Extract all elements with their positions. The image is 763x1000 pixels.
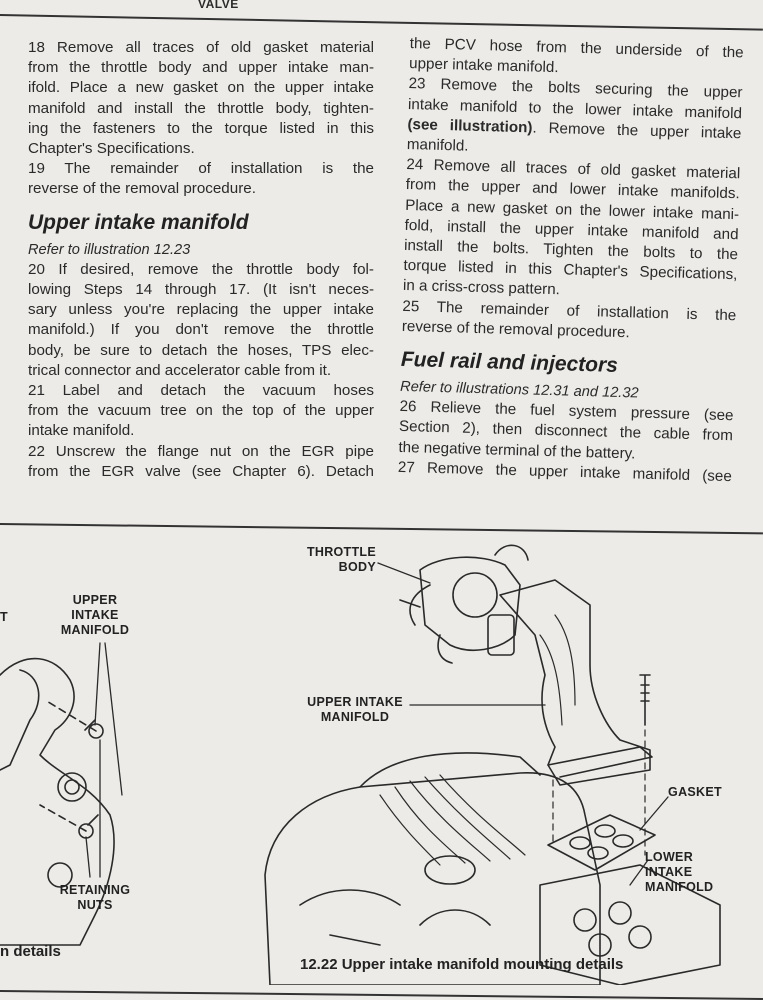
line: from the upper and lower intake manifolds.	[405, 176, 740, 203]
line: body, be sure to detach the hoses, TPS elec-	[28, 341, 374, 359]
label-cut-letter: T	[0, 610, 8, 624]
illustration-reference: Refer to illustration 12.23	[28, 241, 191, 258]
line: sary unless you're replacing the upper intake	[28, 301, 374, 319]
label-line: INTAKE	[645, 865, 693, 879]
line: reverse of the removal procedure.	[401, 317, 630, 342]
line: fold, install the upper intake manifold and	[404, 216, 739, 244]
line: 26 Relieve the fuel system pressure (see	[399, 398, 734, 425]
line: upper intake manifold.	[408, 55, 559, 77]
label-line: MANIFOLD	[60, 623, 130, 637]
figure-12-22	[0, 525, 763, 985]
leader-nuts	[86, 740, 100, 877]
throttle-sensor	[488, 615, 514, 655]
label-line: UPPER	[72, 593, 118, 607]
text: . Remove the upper intake	[532, 119, 742, 143]
top-rule	[0, 14, 763, 31]
line: install the bolts. Tighten the bolts to the	[403, 236, 739, 264]
step-20	[28, 260, 374, 381]
label-line: LOWER	[645, 850, 694, 864]
throttle-linkage	[400, 585, 452, 663]
step-24	[403, 155, 741, 306]
line: trical connector and accelerator cable from it.	[28, 361, 332, 379]
line: Place a new gasket on the lower intake mani-	[404, 196, 740, 223]
label-throttle-body	[300, 545, 376, 575]
step-21	[28, 381, 374, 442]
label-line: NUTS	[77, 898, 113, 912]
line: 19 The remainder of installation is the	[28, 160, 374, 178]
line: in a criss-cross pattern.	[402, 277, 561, 299]
line: 24 Remove all traces of old gasket material	[406, 156, 741, 183]
throttle-bore	[453, 573, 497, 617]
label-line: MANIFOLD	[320, 710, 390, 724]
line: intake manifold to the lower intake manifold	[407, 95, 743, 122]
upper-intake-manifold	[500, 580, 650, 785]
gasket-hole	[588, 847, 608, 859]
label-line: BODY	[338, 560, 376, 574]
upper-manifold-ribs	[540, 615, 575, 725]
line: 21 Label and detach the vacuum hoses	[28, 382, 374, 400]
line: 18 Remove all traces of old gasket material	[28, 39, 374, 56]
engine-valve-cover	[360, 753, 540, 787]
label-line: INTAKE	[71, 608, 119, 622]
line: manifold and install the throttle body, tighten-	[28, 99, 374, 117]
dashed-line-lower	[40, 805, 86, 831]
line: torque listed in this Chapter's Specifications,	[403, 257, 738, 284]
figure-caption: 12.22 Upper intake manifold mounting details	[300, 956, 624, 973]
left-column	[28, 38, 374, 482]
line: intake manifold.	[28, 422, 135, 440]
left-port-inner	[65, 780, 79, 794]
line: the PCV hose from the underside of the	[409, 34, 744, 62]
lower-port	[609, 902, 631, 924]
line: Chapter's Specifications.	[28, 140, 195, 158]
gasket-hole	[613, 835, 633, 847]
label-line: RETAINING	[59, 883, 131, 897]
line: lowing Steps 14 through 17. (It isn't neces-	[28, 281, 374, 299]
right-column	[398, 34, 744, 487]
line: 20 If desired, remove the throttle body fol-	[28, 260, 374, 278]
step-25	[402, 297, 737, 347]
lower-port	[574, 909, 596, 931]
throttle-body	[420, 557, 520, 650]
section-heading-fuel-rail-and-injectors: Fuel rail and injectors	[400, 347, 619, 377]
caption-left-fragment: n details	[0, 943, 61, 960]
bolt-right	[640, 675, 650, 725]
leader-throttle-body	[378, 563, 430, 583]
see-illustration: (see illustration)	[407, 115, 533, 137]
leader-gasket	[640, 797, 668, 830]
label-line: MANIFOLD	[645, 880, 714, 894]
line: the negative terminal of the battery.	[398, 438, 636, 463]
bottom-rule	[0, 990, 763, 1000]
line: manifold.	[406, 135, 469, 155]
line: manifold.) If you don't remove the throttle	[28, 321, 374, 339]
spark-wires	[380, 775, 525, 865]
engine-boss	[425, 856, 475, 884]
line: from the vacuum tree on the top of the upper	[28, 402, 374, 420]
line: ing the fasteners to the torque listed in this	[28, 119, 374, 137]
throttle-hose	[495, 545, 528, 560]
step-22	[28, 442, 374, 482]
line: 25 The remainder of installation is the	[402, 297, 737, 324]
step-26	[398, 397, 734, 467]
label-gasket: GASKET	[668, 785, 722, 799]
label-upper-intake-manifold-left	[55, 593, 135, 638]
gasket-hole	[595, 825, 615, 837]
label-line: THROTTLE	[306, 545, 376, 559]
left-manifold-arm	[0, 670, 39, 770]
line: Section 2), then disconnect the cable from	[398, 418, 734, 445]
line: from the EGR valve (see Chapter 6). Detach	[28, 462, 374, 480]
lower-port	[629, 926, 651, 948]
gasket-hole	[570, 837, 590, 849]
engine-block	[265, 773, 600, 985]
line: 22 Unscrew the flange nut on the EGR pipe	[28, 442, 374, 460]
leader-upper-left	[95, 643, 122, 795]
page-header: VALVE	[198, 0, 239, 11]
label-lower-intake-manifold	[645, 850, 721, 895]
label-line: UPPER INTAKE	[307, 695, 403, 709]
gasket	[548, 815, 655, 870]
label-upper-intake-manifold	[300, 695, 410, 725]
line: 23 Remove the bolts securing the upper	[408, 75, 743, 102]
step-18	[28, 38, 374, 159]
line: 27 Remove the upper intake manifold (see	[397, 458, 733, 486]
step-23	[407, 74, 743, 164]
section-heading-upper-intake-manifold: Upper intake manifold	[28, 210, 249, 234]
engine-detail	[300, 890, 490, 945]
illustration-reference: Refer to illustrations 12.31 and 12.32	[399, 378, 639, 402]
step-19	[28, 159, 374, 199]
line: from the throttle body and upper intake man-	[28, 59, 374, 77]
line: ifold. Place a new gasket on the upper intake	[28, 79, 374, 97]
line: reverse of the removal procedure.	[28, 180, 256, 198]
label-retaining-nuts	[50, 883, 140, 913]
